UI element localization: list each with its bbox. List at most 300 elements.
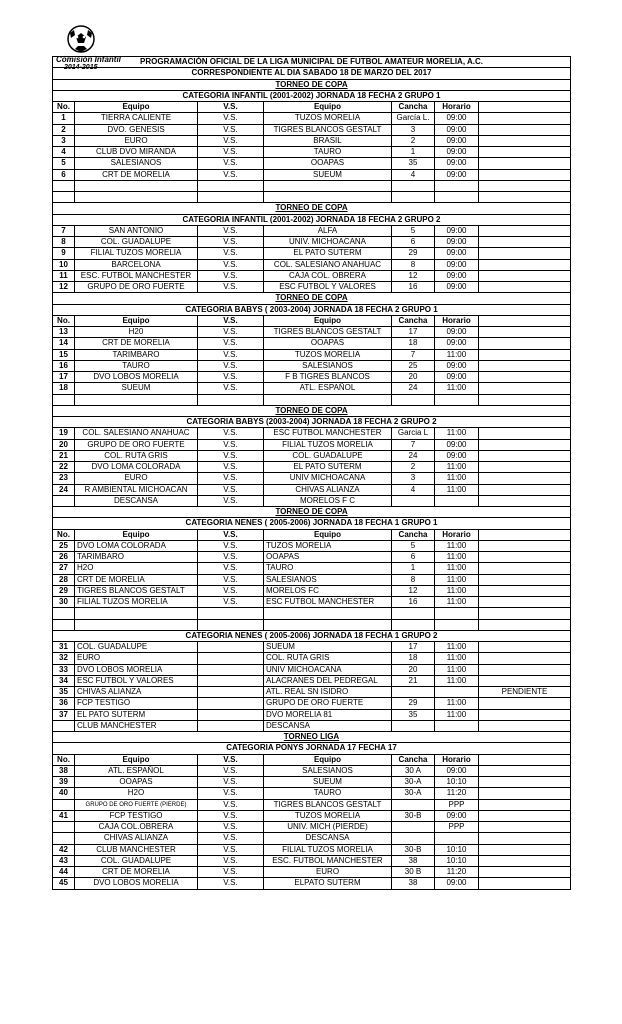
match-time bbox=[435, 687, 479, 698]
match-note bbox=[479, 360, 571, 371]
column-header-row bbox=[53, 315, 571, 326]
column-header-no: No. bbox=[53, 102, 75, 113]
match-note bbox=[479, 698, 571, 709]
field-number: 21 bbox=[392, 675, 435, 686]
away-team: BRASIL bbox=[264, 135, 392, 146]
match-number: 23 bbox=[53, 473, 75, 484]
versus-label: V.S. bbox=[198, 270, 264, 281]
field-number: 20 bbox=[392, 664, 435, 675]
match-time: 11:00 bbox=[435, 675, 479, 686]
versus-label: V.S. bbox=[198, 135, 264, 146]
home-team: SUEUM bbox=[75, 383, 198, 394]
away-team: MORELOS FC bbox=[264, 585, 392, 596]
versus-label: V.S. bbox=[198, 777, 264, 788]
blank-cell bbox=[392, 180, 435, 191]
match-note bbox=[479, 439, 571, 450]
category-row bbox=[53, 90, 571, 101]
match-number: 15 bbox=[53, 349, 75, 360]
home-team: R AMBIENTAL MICHOACAN bbox=[75, 484, 198, 495]
match-note bbox=[479, 799, 571, 810]
home-team: TAURO bbox=[75, 360, 198, 371]
match-number: 12 bbox=[53, 282, 75, 293]
match-row bbox=[53, 462, 571, 473]
match-note bbox=[479, 878, 571, 889]
match-time: 09:00 bbox=[435, 810, 479, 821]
field-number: 25 bbox=[392, 360, 435, 371]
versus-label bbox=[198, 642, 264, 653]
match-note bbox=[479, 574, 571, 585]
match-row bbox=[53, 810, 571, 821]
field-number: 24 bbox=[392, 383, 435, 394]
tournament-row bbox=[53, 732, 571, 743]
column-header-field: Cancha bbox=[392, 315, 435, 326]
match-time: 10:10 bbox=[435, 844, 479, 855]
match-row bbox=[53, 799, 571, 810]
blank-cell bbox=[75, 192, 198, 203]
match-number: 37 bbox=[53, 709, 75, 720]
home-team: CHIVAS ALIANZA bbox=[75, 687, 198, 698]
match-row bbox=[53, 687, 571, 698]
match-note bbox=[479, 372, 571, 383]
versus-label bbox=[198, 698, 264, 709]
match-note bbox=[479, 720, 571, 731]
match-row bbox=[53, 225, 571, 236]
field-number: 29 bbox=[392, 248, 435, 259]
match-time: PPP bbox=[435, 799, 479, 810]
match-number: 36 bbox=[53, 698, 75, 709]
match-number: 11 bbox=[53, 270, 75, 281]
away-team: TUZOS MORELIA bbox=[264, 540, 392, 551]
match-number: 9 bbox=[53, 248, 75, 259]
match-number: 24 bbox=[53, 484, 75, 495]
match-number: 2 bbox=[53, 124, 75, 135]
away-team: DESCANSA bbox=[264, 720, 392, 731]
home-team: TARIMBARO bbox=[75, 552, 198, 563]
match-row bbox=[53, 147, 571, 158]
match-number: 18 bbox=[53, 383, 75, 394]
match-row bbox=[53, 720, 571, 731]
blank-cell bbox=[75, 619, 198, 630]
column-header-home: Equipo bbox=[75, 754, 198, 765]
match-number: 35 bbox=[53, 687, 75, 698]
match-note bbox=[479, 709, 571, 720]
column-header-row bbox=[53, 754, 571, 765]
field-number: 2 bbox=[392, 135, 435, 146]
field-number: 18 bbox=[392, 338, 435, 349]
match-time: 10:10 bbox=[435, 855, 479, 866]
blank-cell bbox=[264, 394, 392, 405]
home-team: COL. SALESIANO ANAHUAC bbox=[75, 428, 198, 439]
match-row bbox=[53, 867, 571, 878]
field-number bbox=[392, 799, 435, 810]
home-team: COL. GUADALUPE bbox=[75, 642, 198, 653]
match-note bbox=[479, 282, 571, 293]
match-time: 09:00 bbox=[435, 225, 479, 236]
field-number: 3 bbox=[392, 473, 435, 484]
match-time: 09:00 bbox=[435, 372, 479, 383]
column-header-field: Cancha bbox=[392, 529, 435, 540]
tournament-row bbox=[53, 507, 571, 518]
home-team: CRT DE MORELIA bbox=[75, 574, 198, 585]
blank-cell bbox=[479, 619, 571, 630]
away-team: ATL. REAL SN ISIDRO bbox=[264, 687, 392, 698]
match-time: 09:00 bbox=[435, 237, 479, 248]
away-team: COL. RUTA GRIS bbox=[264, 653, 392, 664]
home-team: DVO LOBOS MORELIA bbox=[75, 878, 198, 889]
match-time: 11:00 bbox=[435, 574, 479, 585]
versus-label: V.S. bbox=[198, 113, 264, 124]
versus-label: V.S. bbox=[198, 844, 264, 855]
versus-label: V.S. bbox=[198, 158, 264, 169]
field-number: 6 bbox=[392, 237, 435, 248]
match-number bbox=[53, 495, 75, 506]
match-note bbox=[479, 270, 571, 281]
match-time: 10:10 bbox=[435, 777, 479, 788]
home-team: CRT DE MORELIA bbox=[75, 338, 198, 349]
match-note bbox=[479, 675, 571, 686]
versus-label: V.S. bbox=[198, 473, 264, 484]
match-row bbox=[53, 158, 571, 169]
field-number: Garcia L bbox=[392, 428, 435, 439]
home-team: DESCANSA bbox=[75, 495, 198, 506]
match-note bbox=[479, 855, 571, 866]
schedule-date: CORRESPONDIENTE AL DIA SABADO 18 DE MARZO DEL 2017 bbox=[53, 68, 571, 79]
category-row bbox=[53, 518, 571, 529]
home-team: DVO LOBOS MORELIA bbox=[75, 372, 198, 383]
match-row bbox=[53, 878, 571, 889]
match-number: 42 bbox=[53, 844, 75, 855]
versus-label: V.S. bbox=[198, 540, 264, 551]
match-row bbox=[53, 113, 571, 124]
blank-cell bbox=[264, 192, 392, 203]
away-team: GRUPO DE ORO FUERTE bbox=[264, 698, 392, 709]
field-number: 6 bbox=[392, 552, 435, 563]
home-team: H2O bbox=[75, 788, 198, 799]
field-number: 20 bbox=[392, 372, 435, 383]
away-team: ESC FUTBOL MANCHESTER bbox=[264, 597, 392, 608]
column-header-time: Horario bbox=[435, 315, 479, 326]
match-time: 09:00 bbox=[435, 169, 479, 180]
field-number: 5 bbox=[392, 225, 435, 236]
match-time: 11:00 bbox=[435, 709, 479, 720]
match-note bbox=[479, 349, 571, 360]
home-team: SALESIANOS bbox=[75, 158, 198, 169]
match-row bbox=[53, 552, 571, 563]
home-team: TARIMBARO bbox=[75, 349, 198, 360]
blank-cell bbox=[198, 180, 264, 191]
field-number: 16 bbox=[392, 282, 435, 293]
match-number: 20 bbox=[53, 439, 75, 450]
match-time: 11:00 bbox=[435, 585, 479, 596]
blank-cell bbox=[392, 608, 435, 619]
match-number: 7 bbox=[53, 225, 75, 236]
blank-cell bbox=[479, 180, 571, 191]
category-title: CATEGORIA INFANTIL (2001-2002) JORNADA 18 FECHA 2 GRUPO 2 bbox=[53, 214, 571, 225]
match-note bbox=[479, 473, 571, 484]
field-number: 5 bbox=[392, 540, 435, 551]
field-number: 38 bbox=[392, 878, 435, 889]
match-time: 09:00 bbox=[435, 147, 479, 158]
field-number: 30-A bbox=[392, 777, 435, 788]
field-number bbox=[392, 687, 435, 698]
blank-cell bbox=[198, 192, 264, 203]
match-row bbox=[53, 270, 571, 281]
blank-cell bbox=[198, 619, 264, 630]
away-team: CHIVAS ALIANZA bbox=[264, 484, 392, 495]
home-team: ESC FUTBOL Y VALORES bbox=[75, 675, 198, 686]
versus-label: V.S. bbox=[198, 428, 264, 439]
match-time: 11:00 bbox=[435, 540, 479, 551]
match-note bbox=[479, 147, 571, 158]
home-team: H20 bbox=[75, 327, 198, 338]
home-team: CAJA COL.OBRERA bbox=[75, 822, 198, 833]
match-row bbox=[53, 574, 571, 585]
match-time: 09:00 bbox=[435, 158, 479, 169]
blank-cell bbox=[75, 180, 198, 191]
blank-cell bbox=[198, 394, 264, 405]
away-team: ALFA bbox=[264, 225, 392, 236]
home-team: EURO bbox=[75, 473, 198, 484]
home-team: SAN ANTONIO bbox=[75, 225, 198, 236]
away-team: ESC. FUTBOL MANCHESTER bbox=[264, 855, 392, 866]
match-time: 09:00 bbox=[435, 135, 479, 146]
match-note bbox=[479, 124, 571, 135]
match-number: 4 bbox=[53, 147, 75, 158]
away-team: EL PATO SUTERM bbox=[264, 248, 392, 259]
blank-cell bbox=[392, 192, 435, 203]
field-number: 7 bbox=[392, 439, 435, 450]
home-team: BARCELONA bbox=[75, 259, 198, 270]
blank-row bbox=[53, 192, 571, 203]
match-row bbox=[53, 765, 571, 776]
home-team: TIGRES BLANCOS GESTALT bbox=[75, 585, 198, 596]
match-time: 09:00 bbox=[435, 360, 479, 371]
blank-cell bbox=[75, 608, 198, 619]
versus-label: V.S. bbox=[198, 855, 264, 866]
away-team: ELPATO SUTERM bbox=[264, 878, 392, 889]
match-note bbox=[479, 563, 571, 574]
versus-label: V.S. bbox=[198, 383, 264, 394]
match-row bbox=[53, 349, 571, 360]
blank-cell bbox=[264, 619, 392, 630]
versus-label: V.S. bbox=[198, 597, 264, 608]
match-time: 09:00 bbox=[435, 439, 479, 450]
versus-label bbox=[198, 675, 264, 686]
versus-label: V.S. bbox=[198, 169, 264, 180]
column-header-no: No. bbox=[53, 754, 75, 765]
match-time: 09:00 bbox=[435, 450, 479, 461]
match-number: 28 bbox=[53, 574, 75, 585]
away-team: UNIV. MICH (PIERDE) bbox=[264, 822, 392, 833]
blank-cell bbox=[53, 608, 75, 619]
match-number: 38 bbox=[53, 765, 75, 776]
away-team: SUEUM bbox=[264, 169, 392, 180]
blank-cell bbox=[264, 608, 392, 619]
tournament-row bbox=[53, 405, 571, 416]
match-row bbox=[53, 237, 571, 248]
away-team: FILIAL TUZOS MORELIA bbox=[264, 439, 392, 450]
field-number: 16 bbox=[392, 597, 435, 608]
versus-label bbox=[198, 709, 264, 720]
match-number: 41 bbox=[53, 810, 75, 821]
versus-label: V.S. bbox=[198, 833, 264, 844]
field-number: 17 bbox=[392, 642, 435, 653]
match-row bbox=[53, 653, 571, 664]
home-team: TIERRA CALIENTE bbox=[75, 113, 198, 124]
column-header-away: Equipo bbox=[264, 754, 392, 765]
match-number: 33 bbox=[53, 664, 75, 675]
away-team: TAURO bbox=[264, 563, 392, 574]
match-number: 5 bbox=[53, 158, 75, 169]
away-team: TUZOS MORELIA bbox=[264, 349, 392, 360]
match-row bbox=[53, 360, 571, 371]
match-row bbox=[53, 383, 571, 394]
match-row bbox=[53, 777, 571, 788]
away-team: UNIV MICHOACANA bbox=[264, 473, 392, 484]
away-team: OOAPAS bbox=[264, 158, 392, 169]
match-row bbox=[53, 372, 571, 383]
blank-cell bbox=[479, 608, 571, 619]
match-row bbox=[53, 428, 571, 439]
field-number: 30 B bbox=[392, 867, 435, 878]
field-number bbox=[392, 495, 435, 506]
match-note bbox=[479, 810, 571, 821]
field-number: 2 bbox=[392, 462, 435, 473]
versus-label: V.S. bbox=[198, 124, 264, 135]
match-number: 14 bbox=[53, 338, 75, 349]
column-header-no: No. bbox=[53, 315, 75, 326]
match-time: 11:20 bbox=[435, 867, 479, 878]
match-time: 11:00 bbox=[435, 484, 479, 495]
column-header-away: Equipo bbox=[264, 102, 392, 113]
match-note bbox=[479, 540, 571, 551]
column-header-extra bbox=[479, 102, 571, 113]
tournament-row bbox=[53, 293, 571, 304]
match-note bbox=[479, 158, 571, 169]
home-team: GRUPO DE ORO FUERTE (PIERDE) bbox=[75, 799, 198, 810]
category-title: CATEGORIA NENES ( 2005-2006) JORNADA 18 FECHA 1 GRUPO 1 bbox=[53, 518, 571, 529]
column-header-extra bbox=[479, 754, 571, 765]
match-row bbox=[53, 855, 571, 866]
match-note bbox=[479, 135, 571, 146]
tournament-title: TORNEO LIGA bbox=[53, 732, 571, 743]
home-team: FCP TESTIGO bbox=[75, 698, 198, 709]
home-team: FILIAL TUZOS MORELIA bbox=[75, 597, 198, 608]
match-time: 11:00 bbox=[435, 462, 479, 473]
match-note bbox=[479, 597, 571, 608]
match-time: 09:00 bbox=[435, 765, 479, 776]
field-number: 12 bbox=[392, 585, 435, 596]
match-time bbox=[435, 833, 479, 844]
versus-label: V.S. bbox=[198, 147, 264, 158]
blank-cell bbox=[264, 180, 392, 191]
match-time: 11:00 bbox=[435, 642, 479, 653]
match-number: 45 bbox=[53, 878, 75, 889]
match-number: 29 bbox=[53, 585, 75, 596]
versus-label: V.S. bbox=[198, 282, 264, 293]
home-team: CLUB DVO MIRANDA bbox=[75, 147, 198, 158]
away-team: MORELOS F C bbox=[264, 495, 392, 506]
field-number: 18 bbox=[392, 653, 435, 664]
match-row bbox=[53, 585, 571, 596]
category-title: CATEGORIA BABYS ( 2003-2004) JORNADA 18 FECHA 2 GRUPO 1 bbox=[53, 304, 571, 315]
away-team: TUZOS MORELIA bbox=[264, 810, 392, 821]
away-team: TIGRES BLANCOS GESTALT bbox=[264, 327, 392, 338]
logo-season-text: 2014-2015 bbox=[64, 64, 98, 71]
versus-label: V.S. bbox=[198, 450, 264, 461]
tournament-title: TORNEO DE COPA bbox=[53, 405, 571, 416]
match-note bbox=[479, 867, 571, 878]
versus-label: V.S. bbox=[198, 327, 264, 338]
match-row bbox=[53, 135, 571, 146]
column-header-vs: V.S. bbox=[198, 102, 264, 113]
versus-label: V.S. bbox=[198, 563, 264, 574]
match-time bbox=[435, 495, 479, 506]
tournament-row bbox=[53, 79, 571, 90]
versus-label: V.S. bbox=[198, 248, 264, 259]
home-team: COL. GUADALUPE bbox=[75, 855, 198, 866]
away-team: F B TIGRES BLANCOS bbox=[264, 372, 392, 383]
match-time: 09:00 bbox=[435, 282, 479, 293]
versus-label: V.S. bbox=[198, 822, 264, 833]
match-row bbox=[53, 788, 571, 799]
away-team: TUZOS MORELIA bbox=[264, 113, 392, 124]
match-row bbox=[53, 259, 571, 270]
home-team: CLUB MANCHESTER bbox=[75, 720, 198, 731]
match-number: 13 bbox=[53, 327, 75, 338]
match-row bbox=[53, 675, 571, 686]
blank-cell bbox=[435, 394, 479, 405]
blank-cell bbox=[53, 394, 75, 405]
versus-label bbox=[198, 653, 264, 664]
match-note bbox=[479, 383, 571, 394]
versus-label: V.S. bbox=[198, 225, 264, 236]
soccer-ball-icon bbox=[66, 24, 96, 54]
blank-row bbox=[53, 619, 571, 630]
versus-label: V.S. bbox=[198, 788, 264, 799]
field-number bbox=[392, 822, 435, 833]
versus-label: V.S. bbox=[198, 585, 264, 596]
match-time: 11:00 bbox=[435, 698, 479, 709]
match-number: 32 bbox=[53, 653, 75, 664]
versus-label: V.S. bbox=[198, 574, 264, 585]
category-title: CATEGORIA PONYS JORNADA 17 FECHA 17 bbox=[53, 743, 571, 754]
category-row bbox=[53, 304, 571, 315]
match-number: 16 bbox=[53, 360, 75, 371]
match-time: 11:00 bbox=[435, 597, 479, 608]
away-team: ESC FUTBOL MANCHESTER bbox=[264, 428, 392, 439]
home-team: DVO. GENESIS bbox=[75, 124, 198, 135]
match-row bbox=[53, 844, 571, 855]
match-row bbox=[53, 833, 571, 844]
away-team: FILIAL TUZOS MORELIA bbox=[264, 844, 392, 855]
match-number: 8 bbox=[53, 237, 75, 248]
versus-label: V.S. bbox=[198, 765, 264, 776]
away-team: UNIV. MICHOACANA bbox=[264, 237, 392, 248]
title-row bbox=[53, 57, 571, 68]
match-number: 34 bbox=[53, 675, 75, 686]
match-note bbox=[479, 822, 571, 833]
blank-cell bbox=[53, 192, 75, 203]
match-time: 11:00 bbox=[435, 563, 479, 574]
home-team: ESC. FUTBOL MANCHESTER bbox=[75, 270, 198, 281]
match-note bbox=[479, 450, 571, 461]
away-team: TIGRES BLANCOS GESTALT bbox=[264, 124, 392, 135]
home-team: ATL. ESPAÑOL bbox=[75, 765, 198, 776]
field-number: 4 bbox=[392, 169, 435, 180]
match-note bbox=[479, 653, 571, 664]
match-time: 11:00 bbox=[435, 664, 479, 675]
